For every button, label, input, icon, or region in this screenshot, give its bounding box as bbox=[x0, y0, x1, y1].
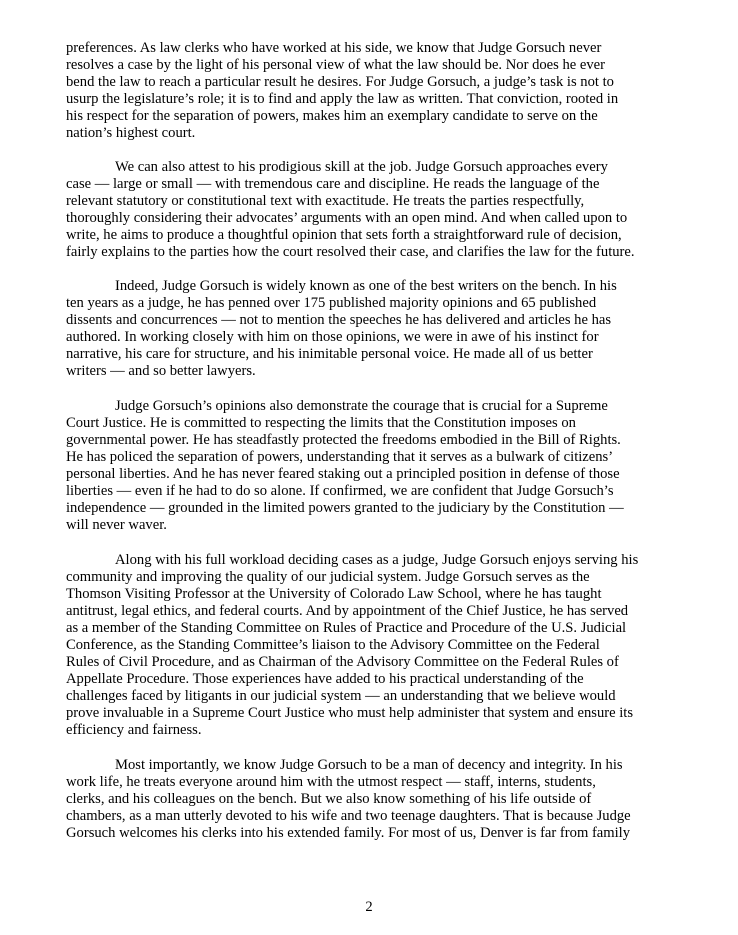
text-line: Conference, as the Standing Committee’s liaison to the Advisory Committee on the Federal bbox=[66, 637, 600, 653]
text-line: preferences. As law clerks who have worked at his side, we know that Judge Gorsuch never bbox=[66, 40, 602, 56]
text-line: usurp the legislature’s role; it is to find and apply the law as written. That conviction, rooted in bbox=[66, 91, 619, 107]
text-line: Rules of Civil Procedure, and as Chairman of the Advisory Committee on the Federal Rules of bbox=[66, 654, 619, 670]
text-line: resolves a case by the light of his personal view of what the law should be. Nor does he ever bbox=[66, 57, 606, 73]
text-line: clerks, and his colleagues on the bench. But we also know something of his life outside of bbox=[66, 791, 592, 807]
text-line: Thomson Visiting Professor at the University of Colorado Law School, where he has taught bbox=[66, 586, 602, 602]
text-line: We can also attest to his prodigious skill at the job. Judge Gorsuch approaches every bbox=[115, 159, 608, 175]
text-line: Appellate Procedure. Those experiences have added to his practical understanding of the bbox=[66, 671, 584, 687]
text-line: authored. In working closely with him on those opinions, we were in awe of his instinct for bbox=[66, 329, 599, 345]
text-line: efficiency and fairness. bbox=[66, 722, 202, 738]
text-line: Court Justice. He is committed to respecting the limits that the Constitution imposes on bbox=[66, 415, 576, 431]
text-line: will never waver. bbox=[66, 517, 167, 533]
text-line: antitrust, legal ethics, and federal courts. And by appointment of the Chief Justice, he has served bbox=[66, 603, 629, 619]
text-line: prove invaluable in a Supreme Court Justice who must help administer that system and ensure its bbox=[66, 705, 634, 721]
text-line: relevant statutory or constitutional text with exactitude. He treats the parties respectfully, bbox=[66, 193, 585, 209]
text-line: community and improving the quality of our judicial system. Judge Gorsuch serves as the bbox=[66, 569, 590, 585]
text-line: Gorsuch welcomes his clerks into his extended family. For most of us, Denver is far from family bbox=[66, 825, 631, 841]
text-line: thoroughly considering their advocates’ arguments with an open mind. And when called upon to bbox=[66, 210, 628, 226]
text-line: his respect for the separation of powers, makes him an exemplary candidate to serve on the bbox=[66, 108, 598, 124]
text-line: nation’s highest court. bbox=[66, 125, 196, 141]
text-line: dissents and concurrences — not to mention the speeches he has delivered and articles he has bbox=[66, 312, 612, 328]
text-line: fairly explains to the parties how the court resolved their case, and clarifies the law for the future. bbox=[66, 244, 635, 260]
text-line: independence — grounded in the limited powers granted to the judiciary by the Constitution — bbox=[66, 500, 624, 516]
text-line: work life, he treats everyone around him with the utmost respect — staff, interns, students, bbox=[66, 774, 596, 790]
text-line: bend the law to reach a particular result he desires. For Judge Gorsuch, a judge’s task is not to bbox=[66, 74, 614, 90]
text-line: Most importantly, we know Judge Gorsuch to be a man of decency and integrity. In his bbox=[115, 757, 623, 773]
text-line: challenges faced by litigants in our judicial system — an understanding that we believe would bbox=[66, 688, 616, 704]
text-line: narrative, his care for structure, and his inimitable personal voice. He made all of us better bbox=[66, 346, 593, 362]
text-line: liberties — even if he had to do so alone. If confirmed, we are confident that Judge Gorsuch’s bbox=[66, 483, 614, 499]
text-line: Judge Gorsuch’s opinions also demonstrate the courage that is crucial for a Supreme bbox=[115, 398, 608, 414]
text-line: personal liberties. And he has never feared staking out a principled position in defense of those bbox=[66, 466, 620, 482]
text-line: writers — and so better lawyers. bbox=[66, 363, 256, 379]
text-line: He has policed the separation of powers, understanding that it serves as a bulwark of citizens’ bbox=[66, 449, 614, 465]
text-line: chambers, as a man utterly devoted to his wife and two teenage daughters. That is because Judge bbox=[66, 808, 631, 824]
text-line: case — large or small — with tremendous care and discipline. He reads the language of the bbox=[66, 176, 600, 192]
text-line: as a member of the Standing Committee on Rules of Practice and Procedure of the U.S. Judicial bbox=[66, 620, 627, 636]
text-line: Indeed, Judge Gorsuch is widely known as one of the best writers on the bench. In his bbox=[115, 278, 617, 294]
text-line: write, he aims to produce a thoughtful opinion that sets forth a straightforward rule of decision, bbox=[66, 227, 622, 243]
page-number: 2 bbox=[365, 899, 373, 915]
text-line: Along with his full workload deciding cases as a judge, Judge Gorsuch enjoys serving his bbox=[115, 552, 639, 568]
text-line: ten years as a judge, he has penned over 175 published majority opinions and 65 published bbox=[66, 295, 597, 311]
text-line: governmental power. He has steadfastly protected the freedoms embodied in the Bill of Rights. bbox=[66, 432, 621, 448]
